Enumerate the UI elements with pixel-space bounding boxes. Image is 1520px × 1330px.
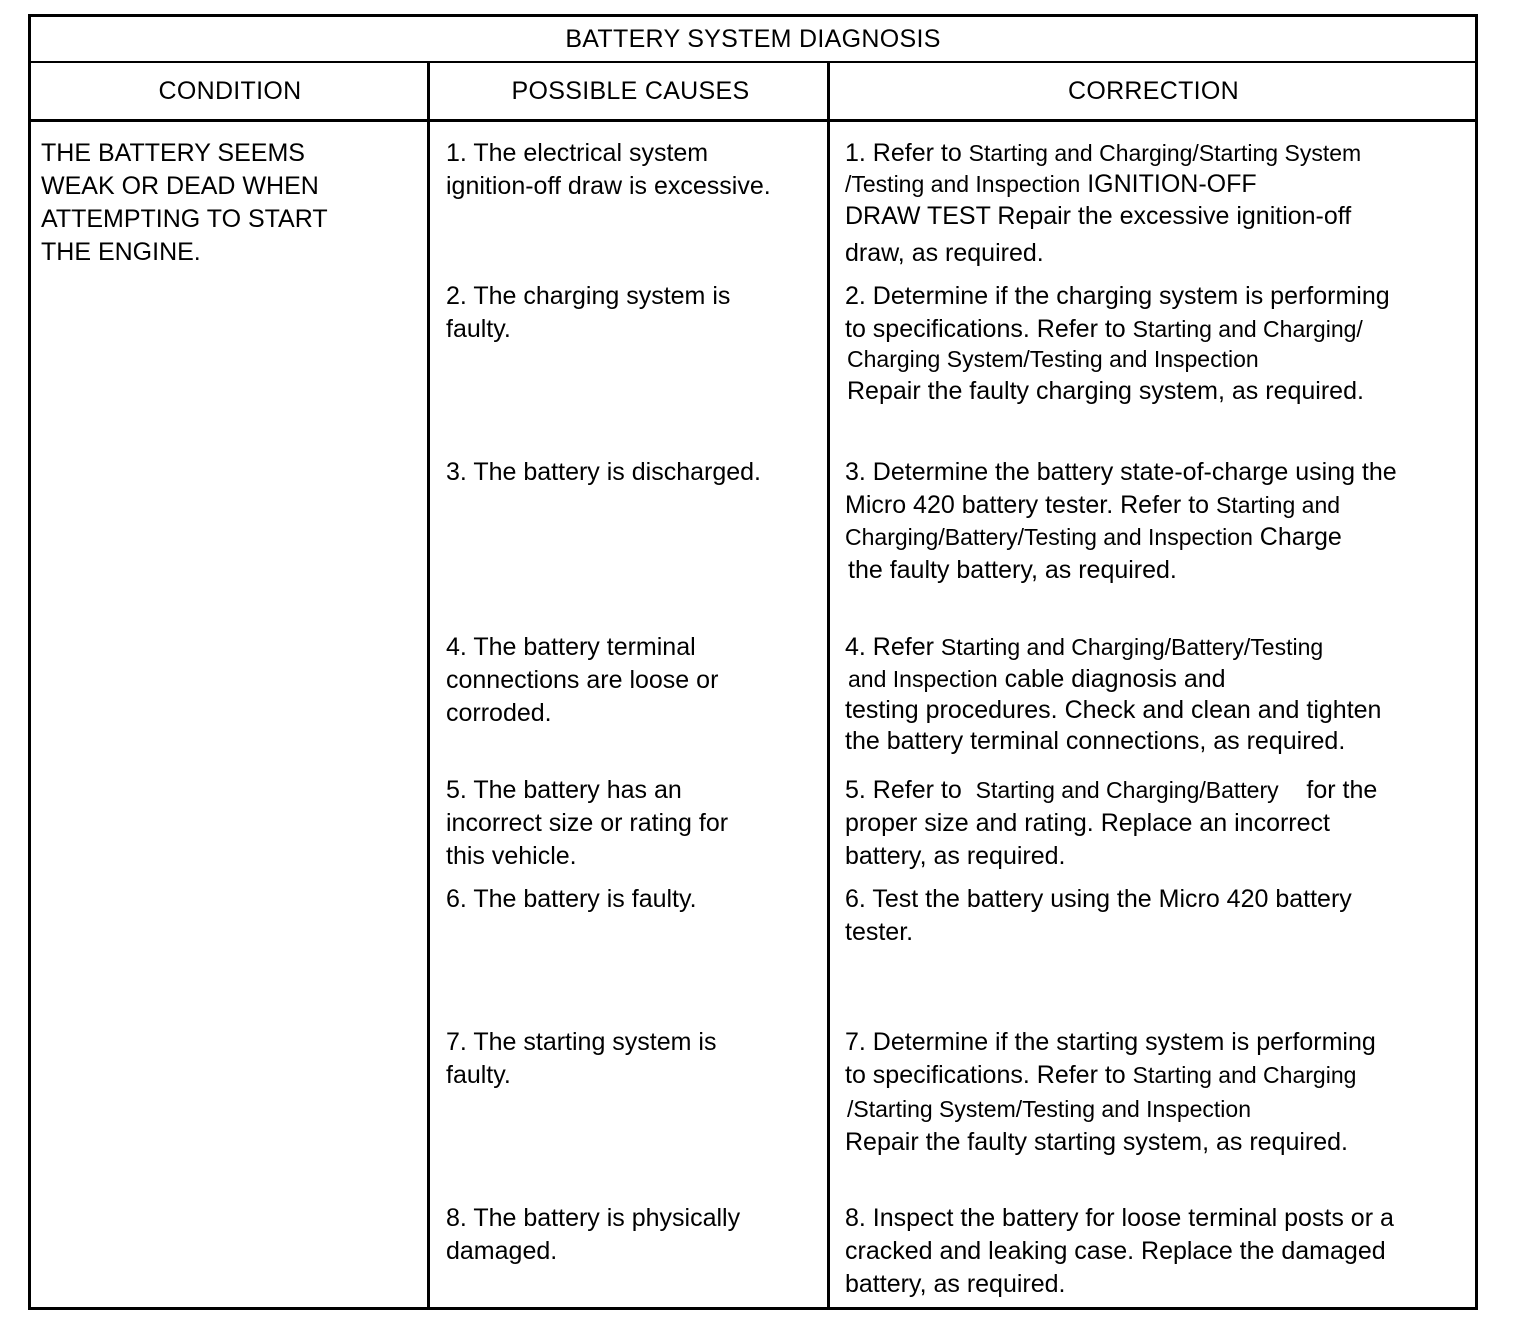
reference-link: /Testing and Inspection [845, 171, 1081, 197]
correction-line: proper size and rating. Replace an incorrect [845, 809, 1330, 837]
reference-link: Starting and Charging/Battery [975, 777, 1279, 803]
cause-line: faulty. [446, 1061, 511, 1089]
condition-line: ATTEMPTING TO START [41, 205, 328, 233]
condition-cell [41, 137, 421, 269]
correction-line: 8. Inspect the battery for loose terminal posts or a [845, 1204, 1394, 1232]
cause-line: 7. The starting system is [446, 1028, 717, 1056]
cause-line: 3. The battery is discharged. [446, 458, 761, 486]
cause-cell [446, 280, 821, 346]
cause-line: ignition-off draw is excessive. [446, 172, 771, 200]
correction-cell [845, 631, 1475, 757]
reference-link: Charging System/Testing and Inspection [847, 346, 1259, 372]
column-divider [427, 63, 430, 1307]
cause-line: 8. The battery is physically [446, 1204, 741, 1232]
condition-line: THE BATTERY SEEMS [41, 139, 305, 167]
cause-line: connections are loose or [446, 666, 719, 694]
correction-line: 6. Test the battery using the Micro 420 battery [845, 885, 1352, 913]
correction-line: /Testing and Inspection IGNITION-OFF [845, 170, 1257, 198]
correction-line: 4. Refer Starting and Charging/Battery/Testing [845, 633, 1324, 661]
header-causes: POSSIBLE CAUSES [511, 76, 750, 105]
correction-line: battery, as required. [845, 842, 1066, 870]
correction-line: cracked and leaking case. Replace the damaged [845, 1237, 1386, 1265]
reference-link: Starting and Charging [1132, 1062, 1357, 1088]
condition-line: THE ENGINE. [41, 238, 201, 266]
reference-link: Charging/Battery/Testing and Inspection [845, 524, 1253, 550]
reference-link: Starting and Charging/ [1132, 316, 1363, 342]
condition-line: WEAK OR DEAD WHEN [41, 172, 319, 200]
cause-cell [446, 774, 821, 873]
reference-link: Starting and [1216, 492, 1341, 518]
cause-line: damaged. [446, 1237, 558, 1265]
cause-line: incorrect size or rating for [446, 809, 729, 837]
cause-line: 6. The battery is faulty. [446, 885, 697, 913]
diagnosis-table [28, 14, 1478, 1310]
cause-line: faulty. [446, 315, 511, 343]
cause-line: 5. The battery has an [446, 776, 682, 804]
cause-line: this vehicle. [446, 842, 577, 870]
correction-cell [845, 280, 1475, 409]
correction-line: testing procedures. Check and clean and tighten [845, 696, 1382, 724]
correction-cell [845, 774, 1475, 873]
correction-cell [845, 1026, 1475, 1158]
correction-line: Repair the faulty starting system, as required. [845, 1128, 1349, 1156]
cause-line: 2. The charging system is [446, 282, 731, 310]
correction-line: DRAW TEST Repair the excessive ignition-off [845, 202, 1352, 230]
correction-line: 1. Refer to Starting and Charging/Starting System [845, 139, 1362, 167]
cause-line: corroded. [446, 699, 552, 727]
correction-cell [845, 137, 1475, 272]
cause-cell [446, 631, 821, 730]
correction-line: battery, as required. [845, 1270, 1066, 1298]
correction-line: Repair the faulty charging system, as required. [847, 377, 1364, 405]
correction-cell [845, 883, 1475, 949]
cause-cell [446, 1202, 821, 1268]
correction-line: 7. Determine if the starting system is performing [845, 1028, 1376, 1056]
correction-line: Charging/Battery/Testing and Inspection Charge [845, 523, 1342, 551]
correction-line: and Inspection cable diagnosis and [845, 664, 1475, 694]
cause-line: 4. The battery terminal [446, 633, 696, 661]
correction-line: to specifications. Refer to Starting and Charging/ [845, 315, 1363, 343]
reference-link: Starting and Charging/Battery/Testing [940, 634, 1324, 660]
correction-line: 3. Determine the battery state-of-charge using the [845, 458, 1397, 486]
correction-line: 5. Refer to Starting and Charging/Battery for the [845, 776, 1378, 804]
cause-cell [446, 137, 821, 203]
reference-link: and Inspection [848, 666, 998, 692]
correction-line: to specifications. Refer to Starting and Charging [845, 1061, 1357, 1089]
header-condition: CONDITION [158, 76, 302, 105]
correction-line: Micro 420 battery tester. Refer to Starting and [845, 491, 1341, 519]
header-row [31, 63, 1475, 122]
cause-cell [446, 883, 821, 916]
column-divider [827, 63, 830, 1307]
correction-cell [845, 456, 1475, 588]
correction-line: draw, as required. [845, 239, 1044, 267]
correction-line: tester. [845, 918, 914, 946]
cause-line: 1. The electrical system [446, 139, 709, 167]
reference-link: Starting and Charging/Starting System [968, 140, 1362, 166]
reference-link: /Starting System/Testing and Inspection [847, 1096, 1251, 1122]
table-title: BATTERY SYSTEM DIAGNOSIS [31, 17, 1475, 63]
cause-cell [446, 1026, 821, 1092]
cause-cell [446, 456, 821, 489]
correction-line: the faulty battery, as required. [848, 556, 1177, 584]
correction-line: 2. Determine if the charging system is performing [845, 282, 1390, 310]
header-correction: CORRECTION [1067, 76, 1240, 105]
correction-cell [845, 1202, 1475, 1301]
correction-line: the battery terminal connections, as required. [845, 727, 1346, 755]
